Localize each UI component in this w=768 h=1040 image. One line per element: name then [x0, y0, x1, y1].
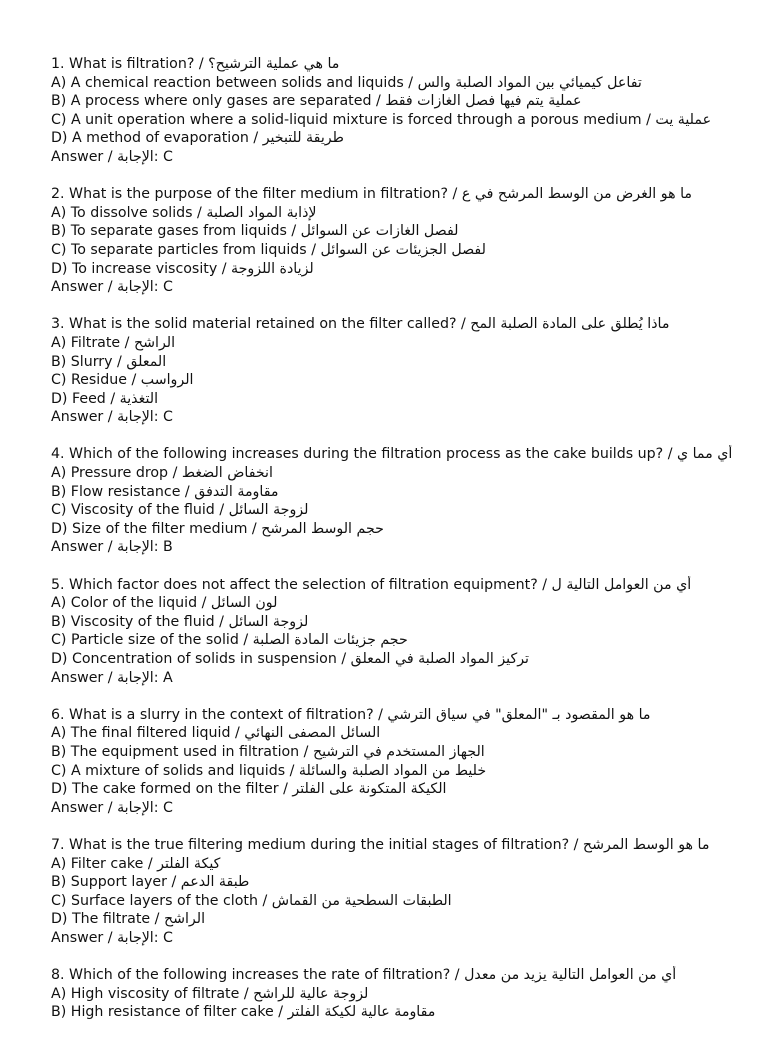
question-stem: 7. What is the true filtering medium during the initial stages of filtration? / ما هو الوسط المرشح	[51, 836, 710, 853]
answer-option: D) To increase viscosity / لزيادة اللزوجة	[51, 260, 314, 277]
answer-option: B) Support layer / طبقة الدعم	[51, 874, 250, 891]
question-block	[51, 706, 768, 818]
answer-option: B) Flow resistance / مقاومة التدفق	[51, 483, 279, 500]
answer-option: B) A process where only gases are separated / عملية يتم فيها فصل الغازات فقط	[51, 93, 582, 110]
answer-option: A) Filter cake / كيكة الفلتر	[51, 855, 221, 872]
answer-option: A) Pressure drop / انخفاض الضغط	[51, 465, 273, 482]
answer-option: C) Particle size of the solid / حجم جزيئات المادة الصلبة	[51, 632, 408, 649]
question-stem: 8. Which of the following increases the rate of filtration? / أي من العوامل التالية يزيد من معدل	[51, 967, 677, 984]
answer-key: Answer / الإجابة: C	[51, 279, 173, 296]
answer-option: B) To separate gases from liquids / لفصل الغازات عن السوائل	[51, 223, 459, 240]
question-stem: 1. What is filtration? / ما هي عملية الترشيح؟	[51, 56, 340, 72]
question-stem: 4. Which of the following increases during the filtration process as the cake builds up? / أي مما ي	[51, 446, 733, 463]
question-block	[51, 185, 768, 297]
answer-option: D) A method of evaporation / طريقة للتبخير	[51, 130, 344, 147]
question-stem: 6. What is a slurry in the context of filtration? / ما هو المقصود بـ "المعلق" في سياق الترشي	[51, 706, 651, 723]
answer-option: C) To separate particles from liquids / لفصل الجزيئات عن السوائل	[51, 241, 486, 258]
answer-option: A) Filtrate / الراشح	[51, 334, 176, 351]
answer-option: D) The cake formed on the filter / الكيكة المتكونة على الفلتر	[51, 781, 447, 798]
question-block	[51, 315, 768, 427]
question-block	[51, 55, 768, 167]
answer-option: C) A unit operation where a solid-liquid mixture is forced through a porous medium / عملية يت	[51, 111, 712, 128]
answer-key: Answer / الإجابة: C	[51, 409, 173, 426]
quiz-document	[51, 55, 768, 1040]
answer-option: A) The final filtered liquid / السائل المصفى النهائي	[51, 725, 381, 742]
answer-option: B) Slurry / المعلق	[51, 353, 167, 370]
question-block	[51, 836, 768, 948]
question-stem: 5. Which factor does not affect the selection of filtration equipment? / أي من العوامل التالية ل	[51, 576, 692, 593]
answer-option: A) To dissolve solids / لإذابة المواد الصلبة	[51, 204, 317, 221]
answer-option: A) High viscosity of filtrate / لزوجة عالية للراشح	[51, 985, 369, 1002]
question-stem: 3. What is the solid material retained on the filter called? / ماذا يُطلق على المادة الصلبة المح	[51, 316, 670, 333]
question-block	[51, 445, 768, 557]
answer-key: Answer / الإجابة: C	[51, 799, 173, 816]
answer-option: D) Size of the filter medium / حجم الوسط المرشح	[51, 520, 384, 537]
answer-option: C) Viscosity of the fluid / لزوجة السائل	[51, 502, 309, 519]
answer-option: B) Viscosity of the fluid / لزوجة السائل	[51, 613, 309, 630]
answer-option: A) A chemical reaction between solids and liquids / تفاعل كيميائي بين المواد الصلبة والس	[51, 74, 642, 91]
answer-option: C) A mixture of solids and liquids / خليط من المواد الصلبة والسائلة	[51, 762, 487, 779]
answer-option: A) Color of the liquid / لون السائل	[51, 595, 278, 612]
answer-option: D) Concentration of solids in suspension / تركيز المواد الصلبة في المعلق	[51, 651, 529, 667]
answer-option: D) The filtrate / الراشح	[51, 911, 206, 928]
answer-key: Answer / الإجابة: A	[51, 669, 173, 686]
answer-option: C) Residue / الرواسب	[51, 372, 194, 389]
answer-key: Answer / الإجابة: B	[51, 539, 173, 556]
answer-option: D) Feed / التغذية	[51, 390, 159, 407]
answer-option: B) The equipment used in filtration / الجهاز المستخدم في الترشيح	[51, 743, 485, 760]
answer-option: B) High resistance of filter cake / مقاومة عالية لكيكة الفلتر	[51, 1004, 436, 1021]
question-block	[51, 966, 768, 1022]
question-block	[51, 576, 768, 688]
question-stem: 2. What is the purpose of the filter medium in filtration? / ما هو الغرض من الوسط المرشح في ع	[51, 186, 692, 203]
answer-key: Answer / الإجابة: C	[51, 929, 173, 946]
answer-key: Answer / الإجابة: C	[51, 148, 173, 165]
answer-option: C) Surface layers of the cloth / الطبقات السطحية من القماش	[51, 892, 452, 909]
